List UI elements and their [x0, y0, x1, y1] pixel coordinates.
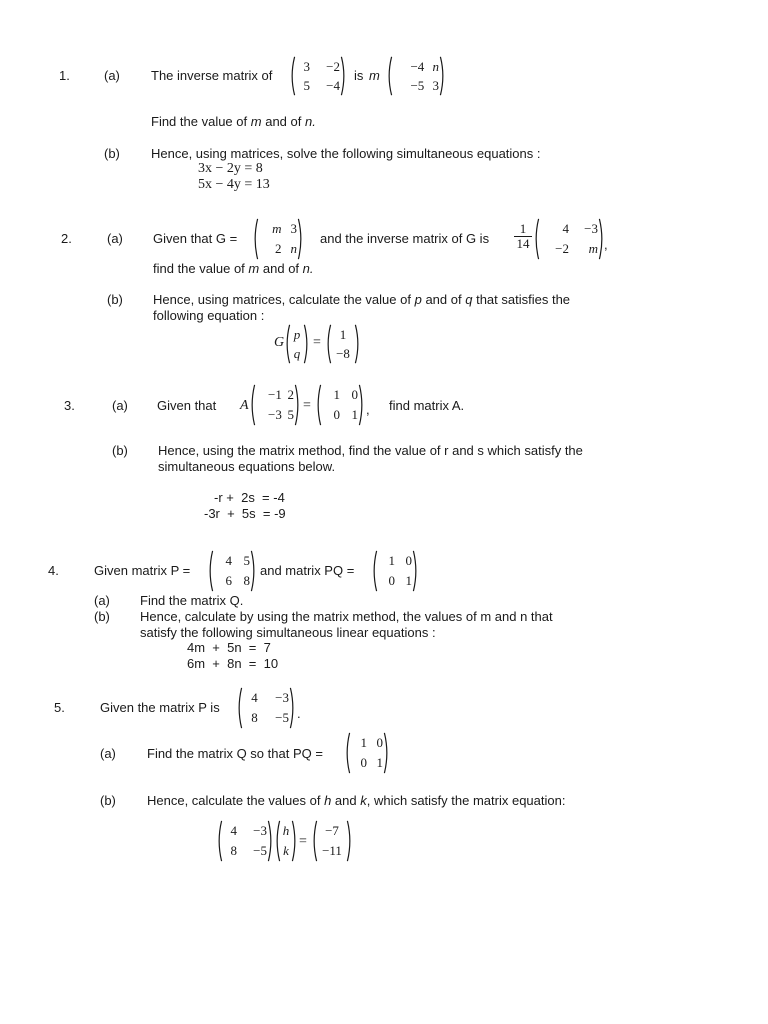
- matrix-entries: [291, 325, 303, 363]
- q4-matrix-p: [207, 550, 257, 592]
- q3-number: 3.: [64, 398, 75, 413]
- q1-number: 1.: [59, 68, 70, 83]
- q1a-label: (a): [104, 68, 120, 83]
- matrix-entries: [281, 821, 291, 861]
- q4-equation-2: 6m + 8n = 10: [187, 656, 279, 671]
- left-bracket: [315, 384, 322, 426]
- left-bracket: [274, 820, 281, 862]
- q2a-inverse-text: and the inverse matrix of G is: [320, 231, 490, 246]
- q3-equation-1: -r + 2s = -4: [214, 490, 285, 505]
- q5-identity-matrix: [344, 732, 390, 774]
- matrix-entry: 2: [274, 241, 282, 256]
- matrix-entry: −2: [555, 241, 569, 256]
- matrix-entry: −2: [326, 59, 340, 74]
- q2a-text: Given that G =: [153, 231, 238, 246]
- q2-fraction: [514, 222, 532, 251]
- q1-equation-2: 5x − 4y = 13: [198, 177, 270, 192]
- matrix-entry: n: [290, 241, 297, 256]
- matrix-entries: [223, 821, 267, 861]
- matrix-entry: 4: [562, 221, 569, 236]
- matrix-entry: 8: [251, 710, 258, 725]
- q1a-find: Find the value of m and of n.: [151, 114, 316, 129]
- matrix-entry: 8: [243, 573, 250, 588]
- matrix-entries: [540, 219, 598, 259]
- right-bracket: [340, 56, 347, 96]
- q1a-is: is: [354, 68, 364, 83]
- q5a-text: Find the matrix Q so that PQ =: [147, 746, 323, 761]
- q4b-label: (b): [94, 609, 110, 624]
- matrix-entry: −1: [268, 387, 282, 402]
- q4b-line-2: satisfy the following simultaneous linear equations :: [140, 625, 436, 640]
- left-bracket: [344, 732, 351, 774]
- matrix-entry: 1: [405, 573, 412, 588]
- matrix-entry: 0: [360, 755, 367, 770]
- matrix-entry: p: [293, 327, 301, 342]
- q5a-label: (a): [100, 746, 116, 761]
- matrix-entry: h: [282, 823, 290, 838]
- matrix-entries: [296, 57, 340, 95]
- matrix-entries: [322, 385, 358, 425]
- matrix-entry: 5: [303, 78, 311, 93]
- q3a-label: (a): [112, 398, 128, 413]
- right-bracket: [291, 820, 298, 862]
- q1b-text: Hence, using matrices, solve the following simultaneous equations :: [151, 146, 541, 161]
- matrix-entry: −5: [275, 710, 289, 725]
- q1b-label: (b): [104, 146, 120, 161]
- right-bracket: [439, 56, 446, 96]
- q5-equation-rhs: [311, 820, 353, 862]
- matrix-entry: 5: [243, 553, 250, 568]
- right-bracket: [267, 820, 274, 862]
- right-bracket: [297, 218, 304, 260]
- matrix-entry: −11: [322, 843, 342, 858]
- q3-matrix-1: [249, 384, 301, 426]
- q3a-equals: =: [303, 398, 311, 413]
- matrix-entry: −4: [410, 59, 425, 74]
- q4a-label: (a): [94, 593, 110, 608]
- right-bracket: [289, 687, 296, 729]
- left-bracket: [371, 550, 378, 592]
- q5-period: .: [297, 706, 301, 721]
- matrix-entry: m: [272, 221, 282, 236]
- left-bracket: [311, 820, 318, 862]
- matrix-entry: 4: [225, 553, 232, 568]
- matrix-entry: 1: [388, 553, 395, 568]
- q5-matrix-p: [236, 687, 296, 729]
- matrix-entry: 4: [251, 690, 258, 705]
- matrix-entry: 8: [230, 843, 238, 858]
- matrix-entries: [393, 57, 439, 95]
- q2-equation-g: G: [274, 335, 285, 350]
- left-bracket: [249, 384, 256, 426]
- q4-equation-1: 4m + 5n = 7: [187, 640, 271, 655]
- q3b-line-2: simultaneous equations below.: [158, 459, 336, 474]
- left-bracket: [207, 550, 214, 592]
- left-bracket: [386, 56, 393, 96]
- matrix-entry: −7: [325, 823, 339, 838]
- q1-equation-1: 3x − 2y = 8: [198, 161, 263, 176]
- matrix-entry: 1: [351, 407, 358, 422]
- q3a-find: find matrix A.: [389, 398, 465, 413]
- right-bracket: [358, 384, 365, 426]
- right-bracket: [346, 820, 353, 862]
- q5b-text: Hence, calculate the values of h and k, which satisfy the matrix equation:: [147, 793, 566, 808]
- matrix-entry: 0: [351, 387, 358, 402]
- matrix-entry: 1: [339, 327, 347, 342]
- q3a-text: Given that: [157, 398, 217, 413]
- matrix-entry: 3: [303, 59, 311, 74]
- q3-equation-2: -3r + 5s = -9: [204, 506, 286, 521]
- q2a-comma: ,: [604, 237, 608, 252]
- matrix-entries: [351, 733, 383, 773]
- q2b-label: (b): [107, 292, 123, 307]
- matrix-entries: [378, 551, 412, 591]
- matrix-entry: −3: [268, 407, 282, 422]
- matrix-entry: 1: [333, 387, 340, 402]
- matrix-entry: −3: [275, 690, 289, 705]
- matrix-entry: 0: [333, 407, 340, 422]
- matrix-entry: −3: [584, 221, 598, 236]
- matrix-entry: m: [588, 241, 598, 256]
- matrix-entry: −4: [326, 78, 340, 93]
- right-bracket: [383, 732, 390, 774]
- matrix-entry: −5: [410, 78, 425, 93]
- q2-vector-rhs: [325, 324, 361, 364]
- matrix-entries: [259, 219, 297, 259]
- q2-equation-equals: =: [313, 335, 321, 350]
- q2-matrix-g: [252, 218, 304, 260]
- q5b-label: (b): [100, 793, 116, 808]
- right-bracket: [250, 550, 257, 592]
- matrix-entry: −3: [253, 823, 267, 838]
- q2b-line-1: Hence, using matrices, calculate the value of p and of q that satisfies the: [153, 292, 571, 307]
- q5-number: 5.: [54, 700, 65, 715]
- q5-equation-matrix: [216, 820, 274, 862]
- matrix-entries: [332, 325, 354, 363]
- left-bracket: [252, 218, 259, 260]
- matrix-entry: 1: [360, 735, 367, 750]
- matrix-entry: 2: [287, 387, 294, 402]
- right-bracket: [354, 324, 361, 364]
- matrix-entry: 0: [405, 553, 412, 568]
- q3-identity-matrix: [315, 384, 365, 426]
- q1-matrix-2: [386, 56, 446, 96]
- q5-equation-equals: =: [299, 834, 307, 849]
- q3b-line-1: Hence, using the matrix method, find the value of r and s which satisfy the: [158, 443, 583, 458]
- matrix-entry: 1: [376, 755, 383, 770]
- q4b-line-1: Hence, calculate by using the matrix method, the values of m and n that: [140, 609, 553, 624]
- q3a-matrix-a-symbol: A: [240, 398, 249, 413]
- q4a-text: Find the matrix Q.: [140, 593, 244, 608]
- matrix-entry: k: [283, 843, 289, 858]
- q4-text-2: and matrix PQ =: [260, 563, 355, 578]
- matrix-entry: 3: [290, 221, 297, 236]
- matrix-entry: 0: [376, 735, 383, 750]
- matrix-entry: 0: [388, 573, 395, 588]
- left-bracket: [533, 218, 540, 260]
- matrix-entry: 6: [225, 573, 232, 588]
- matrix-entries: [318, 821, 346, 861]
- q5-text: Given the matrix P is: [100, 700, 220, 715]
- left-bracket: [325, 324, 332, 364]
- left-bracket: [236, 687, 243, 729]
- q4-matrix-pq: [371, 550, 419, 592]
- q2-number: 2.: [61, 231, 72, 246]
- q4-text-1: Given matrix P =: [94, 563, 191, 578]
- q2a-label: (a): [107, 231, 123, 246]
- q2-fraction-numerator: 1: [519, 221, 527, 236]
- q2-vector-pq: [284, 324, 310, 364]
- matrix-entry: 3: [432, 78, 439, 93]
- left-bracket: [216, 820, 223, 862]
- matrix-entries: [256, 385, 294, 425]
- matrix-entry: q: [293, 346, 301, 361]
- right-bracket: [412, 550, 419, 592]
- matrix-entry: n: [432, 59, 439, 74]
- q1-matrix-1: [289, 56, 347, 96]
- q1a-text: The inverse matrix of: [151, 68, 273, 83]
- q3a-comma: ,: [366, 402, 370, 417]
- matrix-entries: [243, 688, 289, 728]
- matrix-entry: 5: [287, 407, 294, 422]
- matrix-entries: [214, 551, 250, 591]
- matrix-entry: −5: [253, 843, 267, 858]
- q3b-label: (b): [112, 443, 128, 458]
- right-bracket: [303, 324, 310, 364]
- q1a-m: m: [369, 68, 380, 83]
- q2-fraction-denominator: 14: [516, 236, 530, 251]
- q2a-find: find the value of m and of n.: [153, 261, 314, 276]
- matrix-entry: −8: [336, 346, 350, 361]
- q4-number: 4.: [48, 563, 59, 578]
- matrix-entry: 4: [230, 823, 238, 838]
- q5-equation-vector-hk: [274, 820, 298, 862]
- left-bracket: [289, 56, 296, 96]
- q2b-line-2: following equation :: [153, 308, 265, 323]
- q2-matrix-inverse: [533, 218, 605, 260]
- left-bracket: [284, 324, 291, 364]
- right-bracket: [294, 384, 301, 426]
